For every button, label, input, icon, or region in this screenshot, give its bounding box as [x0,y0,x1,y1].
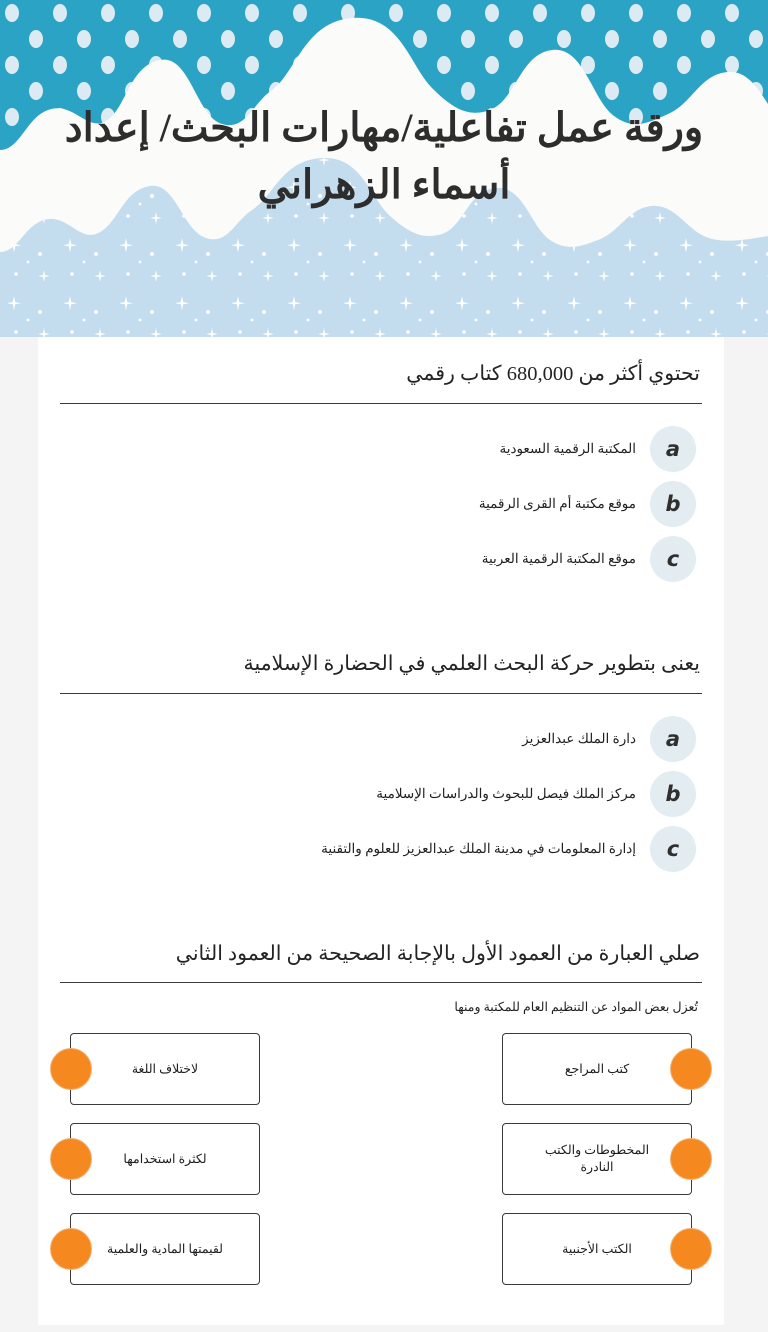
option-label: المكتبة الرقمية السعودية [499,441,636,457]
matching-left-label: كتب المراجع [564,1061,630,1076]
option-letter-badge: b [650,481,696,527]
connector-dot-icon[interactable] [50,1228,92,1270]
matching-right-label: لقيمتها المادية والعلمية [107,1241,223,1256]
option-label: دارة الملك عبدالعزيز [522,730,636,746]
option-row[interactable] [66,481,696,528]
question-section-3 [38,939,724,1286]
option-label: موقع المكتبة الرقمية العربية [481,551,636,567]
option-row[interactable] [66,426,696,473]
connector-dot-icon[interactable] [670,1138,712,1180]
option-letter-badge: a [650,426,696,472]
option-label: مركز الملك فيصل للبحوث والدراسات الإسلامية [376,785,636,801]
matching-left-box[interactable] [502,1123,692,1195]
question-section-1 [38,359,724,583]
question-3-heading: صلي العبارة من العمود الأول بالإجابة الصحيحة من العمود الثاني [175,942,700,965]
matching-left-box[interactable] [502,1213,692,1285]
option-label: إدارة المعلومات في مدينة الملك عبدالعزيز للعلوم والتقنية [321,840,636,856]
connector-dot-icon[interactable] [670,1228,712,1270]
question-1-options [60,426,702,583]
question-3-divider [60,982,702,983]
option-letter-badge: c [650,826,696,872]
header-banner [0,0,768,360]
option-row[interactable] [66,536,696,583]
option-row[interactable] [66,716,696,763]
matching-right-label: لاختلاف اللغة [131,1061,199,1076]
matching-row [70,1213,692,1285]
matching-left-label: الكتب الأجنبية [562,1241,632,1256]
connector-dot-icon[interactable] [670,1048,712,1090]
question-2-divider [60,693,702,694]
option-row[interactable] [66,826,696,873]
option-letter-badge: b [650,771,696,817]
matching-right-box[interactable] [70,1123,260,1195]
option-letter-badge: a [650,716,696,762]
matching-right-box[interactable] [70,1213,260,1285]
question-2-options [60,716,702,873]
matching-subtitle: تُعزل بعض المواد عن التنظيم العام للمكتبة ومنها [454,1000,698,1015]
option-row[interactable] [66,771,696,818]
option-label: موقع مكتبة أم القرى الرقمية [478,496,636,512]
matching-right-label: لكثرة استخدامها [123,1151,207,1166]
question-1-heading: تحتوي أكثر من 680,000 كتاب رقمي [406,363,700,385]
connector-dot-icon[interactable] [50,1138,92,1180]
matching-row [70,1123,692,1195]
matching-left-label: المخطوطات والكتب النادرة [544,1142,650,1175]
page-title: ورقة عمل تفاعلية/مهارات البحث/ إعداد أسماء الزهراني [64,105,704,207]
matching-right-box[interactable] [70,1033,260,1105]
question-1-divider [60,403,702,404]
question-section-2 [38,649,724,873]
connector-dot-icon[interactable] [50,1048,92,1090]
banner-illustration [0,0,768,360]
worksheet-card [38,337,724,1325]
matching-grid [60,1033,702,1285]
option-letter-badge: c [650,536,696,582]
matching-row [70,1033,692,1105]
matching-left-box[interactable] [502,1033,692,1105]
question-2-heading: يعنى بتطوير حركة البحث العلمي في الحضارة الإسلامية [243,652,700,675]
